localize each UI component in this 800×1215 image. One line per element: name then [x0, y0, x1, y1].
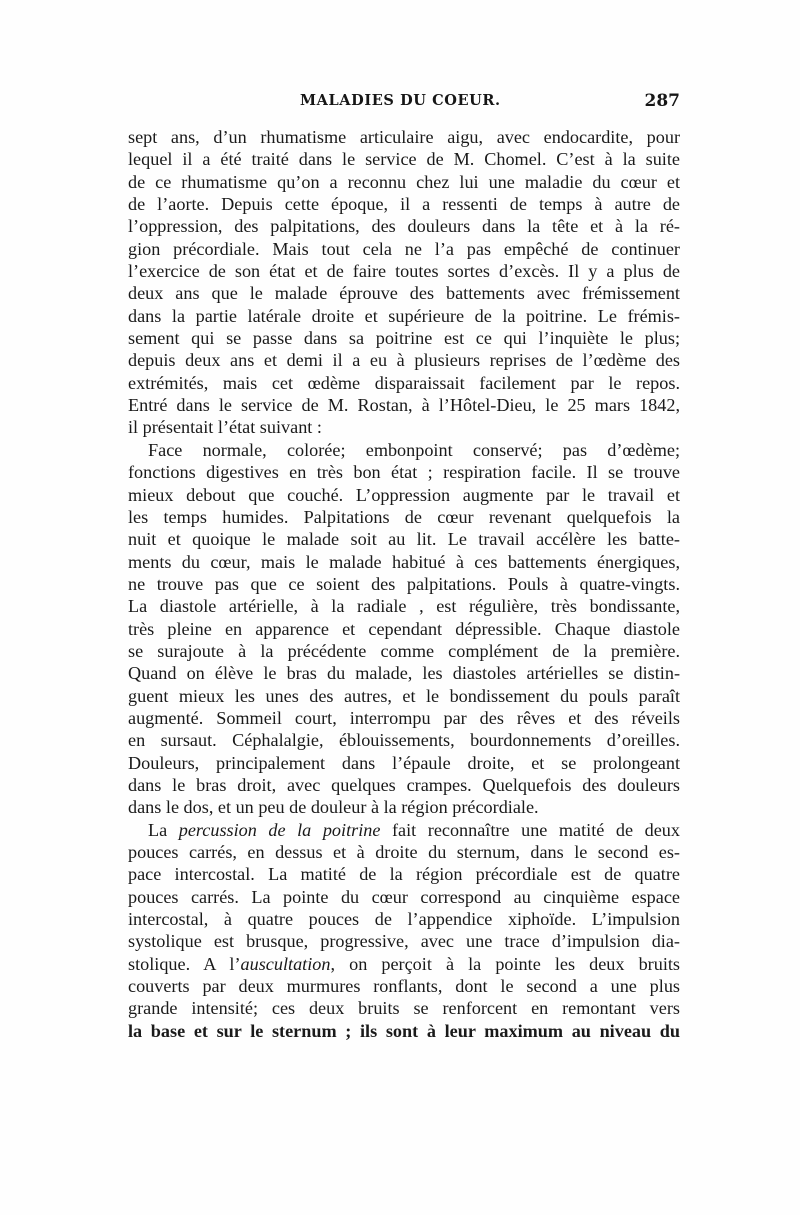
text-line	[128, 551, 680, 573]
text-line	[128, 238, 680, 260]
text-segment: très pleine en apparence et cependant dépressible. Chaque diastole	[128, 618, 680, 639]
text-segment: depuis deux ans et demi il a eu à plusieurs reprises de l’œdème des	[128, 350, 680, 371]
text-line	[128, 953, 680, 975]
text-segment: grande intensité; ces deux bruits se renforcent en remontant vers	[128, 998, 680, 1019]
text-line	[128, 640, 680, 662]
text-line	[128, 729, 680, 751]
text-line	[128, 439, 680, 461]
text-line	[128, 930, 680, 952]
text-segment: , on perçoit à la pointe les deux bruits	[330, 953, 680, 974]
text-segment: systolique est brusque, progressive, avec une trace d’impulsion dia-	[128, 931, 680, 952]
page-number: 287	[644, 91, 680, 111]
text-segment: stolique. A l’	[128, 953, 241, 974]
text-segment: sept ans, d’un rhumatisme articulaire aigu, avec endocardite, pour	[128, 127, 680, 147]
text-segment: l’oppression, des palpitations, des douleurs dans la tête et à la ré-	[128, 216, 680, 237]
text-line	[128, 126, 680, 148]
text-line	[128, 752, 680, 774]
text-segment: dans le bras droit, avec quelques crampes. Quelquefois des douleurs	[128, 774, 680, 795]
running-title: MALADIES DU COEUR.	[300, 92, 501, 109]
page-header	[128, 92, 680, 116]
text-line	[128, 707, 680, 729]
text-line	[128, 506, 680, 528]
text-segment: La diastole artérielle, à la radiale , est régulière, très bondissante,	[128, 596, 680, 617]
text-line	[128, 819, 680, 841]
text-segment: dans le dos, et un peu de douleur à la région précordiale.	[128, 797, 539, 818]
text-segment: la base et sur le sternum ; ils sont à leur maximum au niveau du	[128, 1020, 680, 1041]
text-segment: Douleurs, principalement dans l’épaule droite, et se prolongeant	[128, 752, 680, 773]
text-segment: couverts par deux murmures ronflants, dont le second a une plus	[128, 976, 680, 997]
text-line	[128, 148, 680, 170]
text-segment: Quand on élève le bras du malade, les diastoles artérielles se distin-	[128, 663, 680, 684]
text-segment: Face normale, colorée; embonpoint conservé; pas d’œdème;	[148, 439, 680, 460]
text-segment: deux ans que le malade éprouve des battements avec frémissement	[128, 283, 680, 304]
text-segment: se surajoute à la précédente comme complément de la première.	[128, 640, 680, 661]
text-line	[128, 997, 680, 1019]
text-line	[128, 1020, 680, 1042]
text-segment: il présentait l’état suivant :	[128, 417, 322, 438]
text-line	[128, 863, 680, 885]
text-segment: ne trouve pas que ce soient des palpitations. Pouls à quatre-vingts.	[128, 573, 680, 594]
text-segment: mieux debout que couché. L’oppression augmente par le travail et	[128, 484, 680, 505]
text-line	[128, 260, 680, 282]
text-segment: les temps humides. Palpitations de cœur revenant quelquefois la	[128, 506, 680, 527]
text-segment: guent mieux les unes des autres, et le bondissement du pouls paraît	[128, 685, 680, 706]
text-segment: pouces carrés. La pointe du cœur correspond au cinquième espace	[128, 886, 680, 907]
text-line	[128, 886, 680, 908]
text-line	[128, 171, 680, 193]
text-line	[128, 908, 680, 930]
italic-term: percussion de la poitrine	[178, 819, 381, 840]
text-line	[128, 215, 680, 237]
text-line	[128, 573, 680, 595]
text-line	[128, 841, 680, 863]
text-segment: La	[148, 819, 179, 840]
text-line	[128, 461, 680, 483]
text-line	[128, 484, 680, 506]
text-line	[128, 595, 680, 617]
text-segment: fonctions digestives en très bon état ; respiration facile. Il se trouve	[128, 462, 680, 483]
text-segment: gion précordiale. Mais tout cela ne l’a pas empêché de continuer	[128, 238, 680, 259]
text-segment: en sursaut. Céphalalgie, éblouissements, bourdonnements d’oreilles.	[128, 730, 680, 751]
text-segment: intercostal, à quatre pouces de l’appendice xiphoïde. L’impulsion	[128, 909, 680, 930]
text-segment: sement qui se passe dans sa poitrine est ce qui l’inquiète le plus;	[128, 328, 680, 349]
text-segment: Entré dans le service de M. Rostan, à l’Hôtel-Dieu, le 25 mars 1842,	[128, 395, 680, 416]
text-segment: fait reconnaître une matité de deux	[380, 819, 680, 840]
text-segment: nuit et quoique le malade soit au lit. Le travail accélère les batte-	[128, 529, 680, 550]
text-line	[128, 774, 680, 796]
text-line	[128, 416, 680, 438]
text-segment: pouces carrés, en dessus et à droite du sternum, dans le second es-	[128, 842, 680, 862]
text-line	[128, 282, 680, 304]
text-line	[128, 528, 680, 550]
italic-term: auscultation	[240, 953, 331, 974]
text-segment: pace intercostal. La matité de la région précordiale est de quatre	[128, 864, 680, 885]
text-line	[128, 349, 680, 371]
text-line	[128, 193, 680, 215]
body-text	[128, 126, 680, 1042]
text-segment: dans la partie latérale droite et supérieure de la poitrine. Le frémis-	[128, 305, 680, 326]
text-segment: lequel il a été traité dans le service de M. Chomel. C’est à la suite	[128, 149, 680, 170]
text-line	[128, 662, 680, 684]
text-segment: augmenté. Sommeil court, interrompu par des rêves et des réveils	[128, 707, 680, 728]
text-line	[128, 305, 680, 327]
text-line	[128, 618, 680, 640]
text-line	[128, 394, 680, 416]
text-segment: extrémités, mais cet œdème disparaissait facilement par le repos.	[128, 372, 680, 393]
text-segment: l’exercice de son état et de faire toutes sortes d’excès. Il y a plus de	[128, 261, 680, 282]
text-segment: de ce rhumatisme qu’on a reconnu chez lui une maladie du cœur et	[128, 171, 680, 192]
text-line	[128, 796, 680, 818]
text-line	[128, 685, 680, 707]
text-segment: ments du cœur, mais le malade habitué à ces battements énergiques,	[128, 551, 680, 572]
text-line	[128, 372, 680, 394]
text-line	[128, 327, 680, 349]
text-line	[128, 975, 680, 997]
text-segment: de l’aorte. Depuis cette époque, il a ressenti de temps à autre de	[128, 194, 680, 215]
